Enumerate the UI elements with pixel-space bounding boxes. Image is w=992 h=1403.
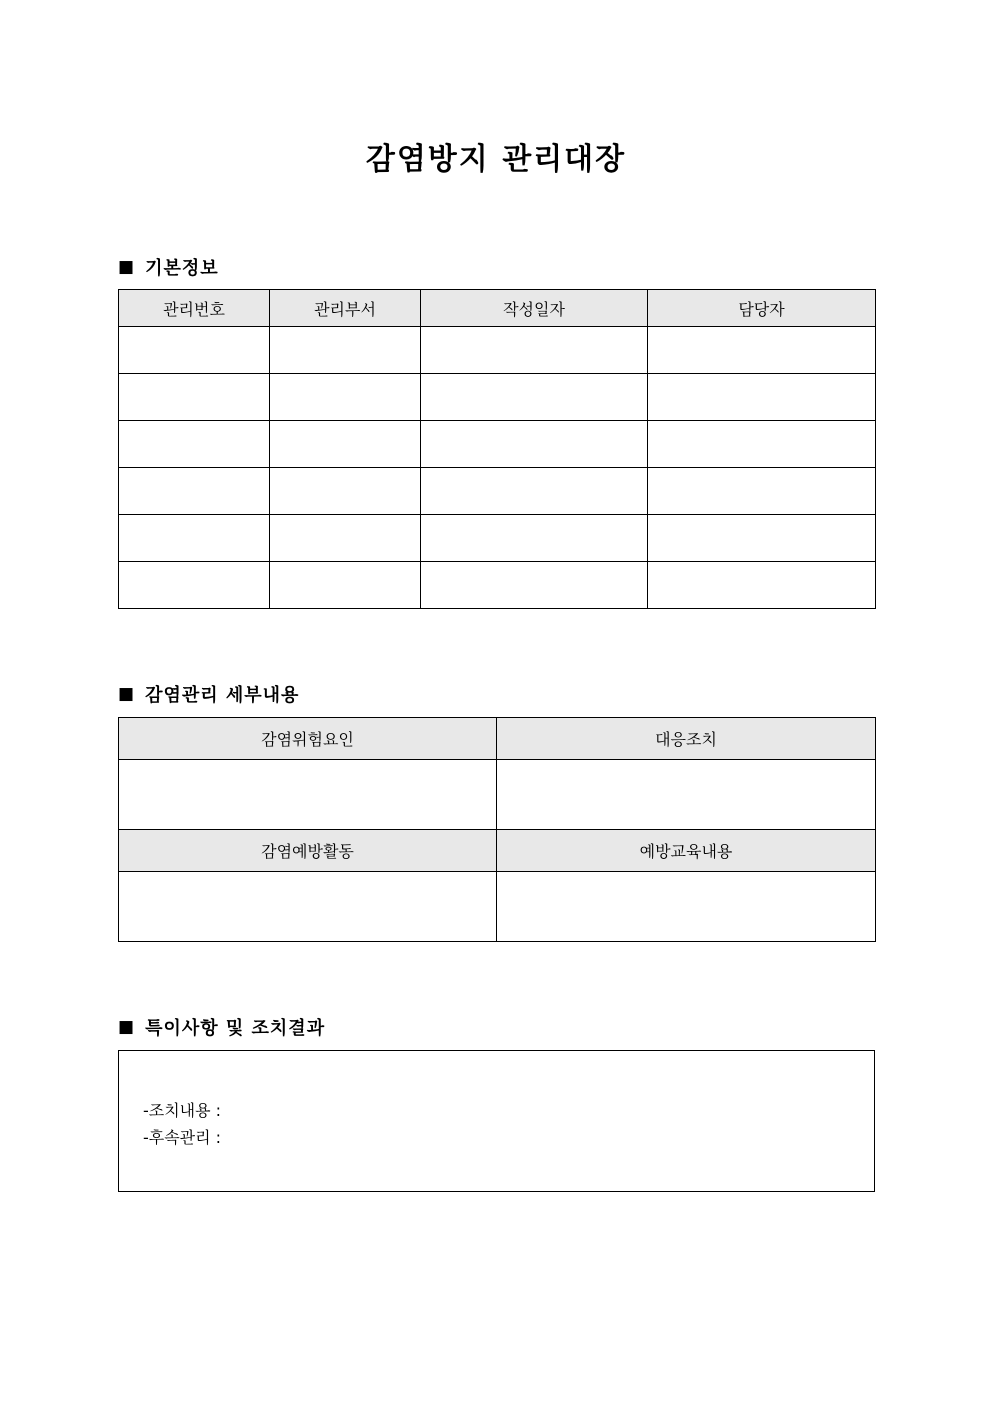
response-measures-field[interactable] (497, 760, 876, 830)
table-cell[interactable] (119, 562, 270, 609)
notes-box[interactable] (118, 1050, 875, 1192)
table-cell[interactable] (648, 515, 876, 562)
table-cell[interactable] (421, 562, 648, 609)
square-bullet-icon: ■ (118, 684, 136, 704)
table-cell[interactable] (119, 374, 270, 421)
table-cell[interactable] (421, 374, 648, 421)
label-risk-factors: 감염위험요인 (119, 718, 497, 760)
section-title-notes: 특이사항 및 조치결과 (145, 1018, 326, 1039)
column-header: 관리번호 (119, 290, 270, 327)
section-heading-details (118, 681, 299, 707)
table-row (119, 374, 876, 421)
table-row (119, 327, 876, 374)
section-heading-notes (118, 1014, 325, 1040)
column-header: 관리부서 (270, 290, 421, 327)
note-line-action: -조치내용 : (143, 1101, 222, 1120)
table-row (119, 562, 876, 609)
table-cell[interactable] (270, 562, 421, 609)
section-heading-basic-info (118, 254, 219, 280)
label-prevention-education: 예방교육내용 (497, 830, 876, 872)
table-cell[interactable] (421, 421, 648, 468)
table-header-row (119, 718, 876, 760)
basic-info-table (118, 289, 876, 609)
table-header-row (119, 830, 876, 872)
table-cell[interactable] (119, 515, 270, 562)
note-line-followup: -후속관리 : (143, 1128, 222, 1147)
table-cell[interactable] (270, 515, 421, 562)
table-cell[interactable] (648, 374, 876, 421)
square-bullet-icon: ■ (118, 1017, 136, 1037)
table-cell[interactable] (270, 327, 421, 374)
prevention-activities-field[interactable] (119, 872, 497, 942)
column-header: 담당자 (648, 290, 876, 327)
risk-factors-field[interactable] (119, 760, 497, 830)
table-cell[interactable] (648, 421, 876, 468)
table-cell[interactable] (270, 374, 421, 421)
table-cell[interactable] (648, 468, 876, 515)
table-cell[interactable] (648, 562, 876, 609)
prevention-education-field[interactable] (497, 872, 876, 942)
table-cell[interactable] (119, 421, 270, 468)
section-title-details: 감염관리 세부내용 (145, 685, 300, 706)
square-bullet-icon: ■ (118, 257, 136, 277)
table-cell[interactable] (648, 327, 876, 374)
table-row (119, 515, 876, 562)
table-cell[interactable] (119, 327, 270, 374)
table-header-row (119, 290, 876, 327)
table-row (119, 468, 876, 515)
label-response-measures: 대응조치 (497, 718, 876, 760)
table-cell[interactable] (421, 327, 648, 374)
table-cell[interactable] (421, 515, 648, 562)
table-row (119, 872, 876, 942)
section-title-basic-info: 기본정보 (145, 258, 219, 279)
table-row (119, 421, 876, 468)
label-prevention-activities: 감염예방활동 (119, 830, 497, 872)
table-cell[interactable] (270, 468, 421, 515)
table-row (119, 760, 876, 830)
column-header: 작성일자 (421, 290, 648, 327)
table-cell[interactable] (119, 468, 270, 515)
table-cell[interactable] (270, 421, 421, 468)
document-title: 감염방지 관리대장 (365, 142, 627, 177)
table-cell[interactable] (421, 468, 648, 515)
detail-table (118, 717, 876, 942)
